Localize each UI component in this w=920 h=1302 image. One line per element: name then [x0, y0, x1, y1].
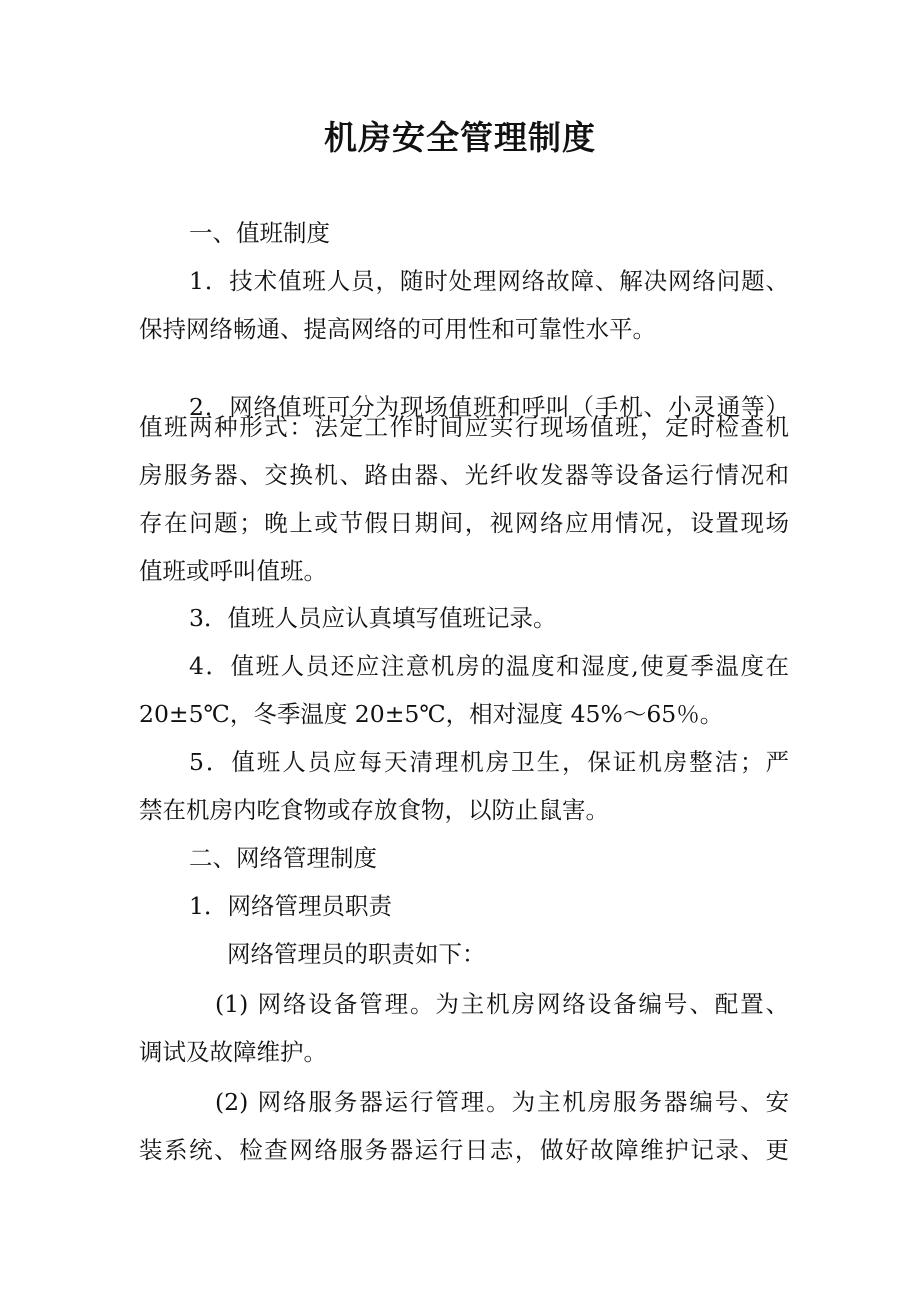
- subsection-heading: 1．网络管理员职责: [189, 892, 392, 920]
- paragraph-line: 值班或呼叫值班。: [139, 557, 327, 585]
- paragraph-line: 3．值班人员应认真填写值班记录。: [189, 604, 557, 632]
- paragraph-line: 存在问题；晚上或节假日期间，视网络应用情况，设置现场: [139, 509, 789, 537]
- list-item-line: 调试及故障维护。: [139, 1038, 327, 1066]
- list-item-line: 装系统、检查网络服务器运行日志，做好故障维护记录、更: [139, 1136, 789, 1164]
- paragraph-line: 房服务器、交换机、路由器、光纤收发器等设备运行情况和: [139, 461, 789, 489]
- paragraph-line: 4．值班人员还应注意机房的温度和湿度,使夏季温度在: [189, 652, 789, 680]
- paragraph-line: 2．网络值班可分为现场值班和呼叫（手机、小灵通等）: [189, 393, 789, 421]
- paragraph-line: 保持网络畅通、提高网络的可用性和可靠性水平。: [139, 315, 656, 343]
- paragraph-line: 1．技术值班人员，随时处理网络故障、解决网络问题、: [189, 267, 789, 295]
- list-item-line: (2) 网络服务器运行管理。为主机房服务器编号、安: [215, 1088, 789, 1116]
- section-heading-duty: 一、值班制度: [189, 219, 330, 247]
- paragraph-line: 禁在机房内吃食物或存放食物，以防止鼠害。: [139, 796, 609, 824]
- paragraph-line: 5．值班人员应每天清理机房卫生，保证机房整洁；严: [189, 748, 789, 776]
- paragraph-line: 值班两种形式：法定工作时间应实行现场值班，定时检查机: [139, 413, 789, 441]
- list-item-line: (1) 网络设备管理。为主机房网络设备编号、配置、: [215, 990, 789, 1018]
- document-title: 机房安全管理制度: [324, 118, 596, 157]
- section-heading-network: 二、网络管理制度: [189, 844, 377, 872]
- paragraph-line: 20±5℃，冬季温度 20±5℃，相对湿度 45%～65％。: [139, 700, 724, 728]
- paragraph-line: 网络管理员的职责如下：: [227, 940, 486, 968]
